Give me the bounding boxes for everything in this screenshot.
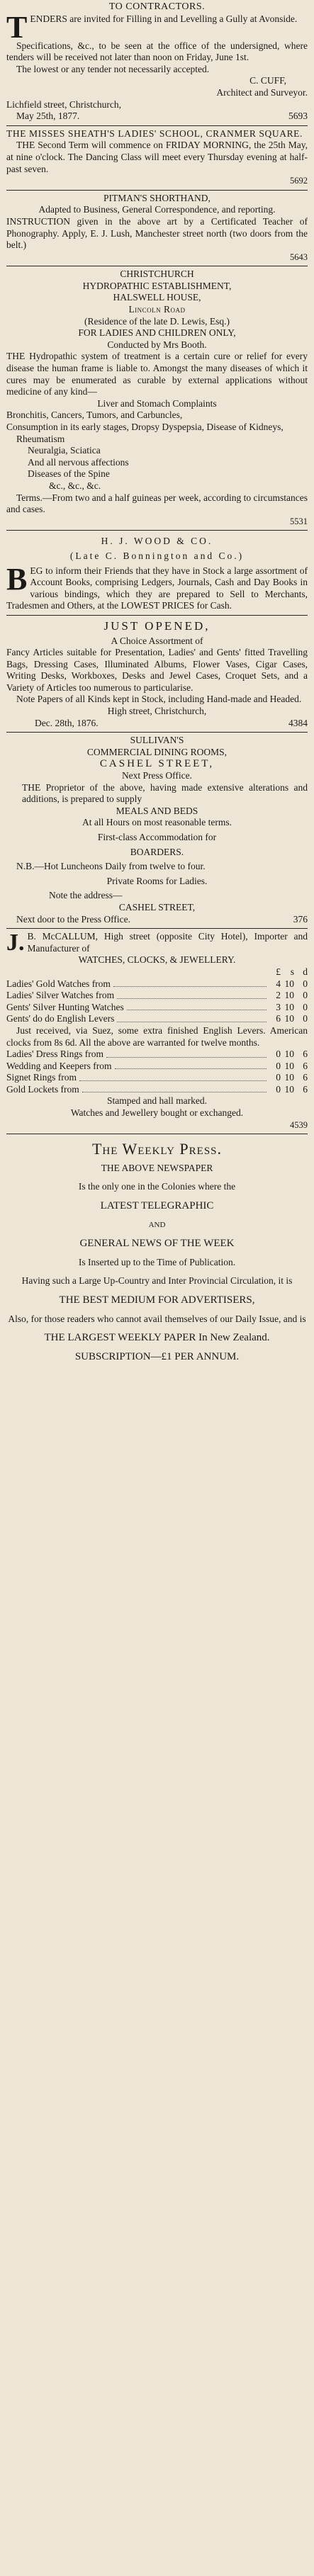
price-row xyxy=(6,1061,308,1073)
price-label: Gents' do do English Levers xyxy=(6,1013,115,1024)
contractors-date: May 25th, 1877. xyxy=(16,111,80,122)
price-unit: 0 xyxy=(303,990,308,1001)
price-unit: 10 xyxy=(284,1013,294,1024)
price-label: Gold Lockets from xyxy=(6,1083,79,1095)
price-value xyxy=(269,1084,308,1096)
sullivan-nb: N.B.—Hot Luncheons Daily from twelve to four. xyxy=(16,861,206,872)
press-line-9: Also, for those readers who cannot avail themselves of our Daily Issue, and is xyxy=(8,1313,306,1324)
hydro-title-2: HYDROPATHIC ESTABLISHMENT, xyxy=(82,280,232,291)
pitman-body: INSTRUCTION given in the above art by a Certificated Teacher of Phonography. Apply, E. J. Lush, Manchester street north (two doors from the belt.) xyxy=(6,215,308,251)
price-unit: 6 xyxy=(303,1083,308,1095)
price-row xyxy=(6,1002,308,1014)
sheath-code: 5692 xyxy=(290,176,308,186)
dot-leader xyxy=(79,1072,267,1081)
dot-leader xyxy=(117,990,267,999)
hydro-for-ladies: FOR LADIES AND CHILDREN ONLY, xyxy=(78,327,236,339)
mccallum-body: B. McCALLUM, High street (opposite City Hotel), Importer and Manufacturer of xyxy=(27,931,308,954)
contractors-signature: C. CUFF, xyxy=(249,75,286,86)
opened-title: JUST OPENED, xyxy=(103,618,211,633)
press-line-2: Is the only one in the Colonies where the xyxy=(78,1181,236,1192)
mccallum-price-list-2 xyxy=(6,1049,308,1095)
pitman-subtitle: Adapted to Business, General Correspondence, and reporting. xyxy=(38,204,276,215)
hydro-terms: Terms.—From two and a half guineas per week, according to circumstances and cases. xyxy=(6,492,308,515)
sullivan-meals: MEALS AND BEDS xyxy=(116,805,198,816)
hydro-list-7: &c., &c., &c. xyxy=(49,480,101,491)
pitman-shorthand-ad xyxy=(6,193,308,264)
press-line-8: THE BEST MEDIUM FOR ADVERTISERS, xyxy=(59,1294,255,1306)
price-unit: 4 xyxy=(276,978,281,989)
contractors-drop-cap: T xyxy=(6,9,28,45)
weekly-press-ad xyxy=(6,1136,308,1362)
press-line-11: SUBSCRIPTION—£1 PER ANNUM. xyxy=(74,1350,240,1362)
press-line-6: Is Inserted up to the Time of Publication. xyxy=(78,1256,236,1267)
price-row xyxy=(6,978,308,990)
price-value xyxy=(269,1002,308,1014)
price-unit: 0 xyxy=(276,1060,281,1071)
opened-note: Note Papers of all Kinds kept in Stock, including Hand-made and Headed. xyxy=(16,694,302,705)
hydro-residence: (Residence of the late D. Lewis, Esq.) xyxy=(84,315,230,327)
price-unit: 0 xyxy=(276,1083,281,1095)
price-unit: 6 xyxy=(303,1060,308,1071)
divider xyxy=(6,190,308,191)
wood-drop-cap: B xyxy=(6,561,28,597)
press-line-7: Having such a Large Up-Country and Inter Provincial Circulation, it is xyxy=(21,1275,293,1287)
pitman-code: 5643 xyxy=(290,252,308,262)
sullivan-body: THE Proprietor of the above, having made extensive alterations and additions, is prepared to supply xyxy=(22,781,308,805)
contractors-address: Lichfield street, Christchurch, xyxy=(6,98,121,110)
dot-leader xyxy=(106,1049,267,1058)
hydro-list-6: Diseases of the Spine xyxy=(28,468,110,480)
pitman-title: PITMAN'S SHORTHAND, xyxy=(103,192,211,203)
dot-leader xyxy=(115,1061,267,1070)
sullivan-first-class: First-class Accommodation for xyxy=(97,832,217,842)
sullivan-addr-2: Next door to the Press Office. xyxy=(16,913,130,925)
press-line-3: LATEST TELEGRAPHIC xyxy=(100,1200,214,1212)
mccallum-body-2: Just received, via Suez, some extra finished English Levers. American clocks from 8s 6d. All the above are warranted for twelve months. xyxy=(6,1024,308,1048)
dot-leader xyxy=(117,1013,267,1022)
price-unit: 10 xyxy=(284,1072,294,1083)
divider xyxy=(6,125,308,126)
contractors-body-1: ENDERS are invited for Filling in and Levelling a Gully at Avonside. xyxy=(30,13,298,24)
hydro-list-4: Neuralgia, Sciatica xyxy=(28,445,101,456)
press-line-4: AND xyxy=(148,1220,166,1229)
press-line-5: GENERAL NEWS OF THE WEEK xyxy=(79,1238,235,1250)
mccallum-drop-cap: J. xyxy=(6,930,25,956)
mccallum-title: WATCHES, CLOCKS, & JEWELLERY. xyxy=(78,954,236,966)
price-unit: 0 xyxy=(276,1049,281,1060)
price-unit: 2 xyxy=(276,990,281,1001)
contractors-signature-title: Architect and Surveyor. xyxy=(216,86,308,98)
hydro-list-1: Liver and Stomach Complaints xyxy=(97,397,217,409)
price-unit: 0 xyxy=(276,1072,281,1083)
dot-leader xyxy=(127,1002,267,1011)
price-row xyxy=(6,1013,308,1025)
sullivan-title-1: SULLIVAN'S xyxy=(130,735,184,746)
price-unit: 10 xyxy=(284,990,294,1001)
hydropathic-ad xyxy=(6,269,308,527)
dot-leader xyxy=(82,1084,267,1093)
price-value xyxy=(269,978,308,990)
price-unit: 0 xyxy=(303,1013,308,1024)
hydro-title-1: CHRISTCHURCH xyxy=(120,269,194,280)
sheath-school-ad xyxy=(6,128,308,187)
divider xyxy=(6,530,308,531)
price-label: Ladies' Silver Watches from xyxy=(6,990,115,1001)
opened-address: High street, Christchurch, xyxy=(107,706,207,717)
price-row xyxy=(6,1072,308,1084)
press-title: The Weekly Press. xyxy=(91,1140,223,1158)
contractors-body-3: The lowest or any tender not necessarily accepted. xyxy=(16,63,210,74)
price-value xyxy=(269,990,308,1002)
price-label: Ladies' Gold Watches from xyxy=(6,978,111,989)
mccallum-price-head xyxy=(6,966,308,978)
mccallum-code: 4539 xyxy=(290,1119,308,1130)
price-value xyxy=(269,1061,308,1073)
sullivan-code: 376 xyxy=(293,913,308,925)
press-line-10: THE LARGEST WEEKLY PAPER In New Zealand. xyxy=(44,1332,270,1344)
hydro-body: THE Hydropathic system of treatment is a certain cure or relief for every disease the human frame is liable to. Amongst the many diseases of which it cures may be enumerated as curable by external applications without medicine of any kind— xyxy=(6,351,308,397)
sheath-title: THE MISSES SHEATH'S LADIES' SCHOOL, CRANMER SQUARE. xyxy=(6,128,303,139)
price-unit: 0 xyxy=(303,1001,308,1012)
mccallum-repair: Watches and Jewellery bought or exchanged. xyxy=(70,1107,244,1119)
sullivan-note: Note the address— xyxy=(49,890,123,901)
price-row xyxy=(6,990,308,1002)
hydro-list-5: And all nervous affections xyxy=(28,456,129,468)
sullivan-hours: At all Hours on most reasonable terms. xyxy=(82,817,232,828)
price-unit: 6 xyxy=(303,1072,308,1083)
opened-code: 4384 xyxy=(288,717,308,728)
price-value xyxy=(269,1049,308,1061)
price-unit: 6 xyxy=(303,1049,308,1060)
hydro-list-2: Bronchitis, Cancers, Tumors, and Carbuncles, xyxy=(6,409,183,421)
opened-body: Fancy Articles suitable for Presentation, Ladies' and Gents' fitted Travelling Bags, Dressing Cases, Illuminated Albums, Flower Vases, Cigar Cases, Writing Desks, Workboxes, Desks and Jewel Cases, Croquet Sets, and a Variety of Articles too numerous to particularise. xyxy=(6,647,308,693)
divider xyxy=(6,928,308,929)
dot-leader xyxy=(113,978,267,988)
mccallum-jewellery-ad xyxy=(6,931,308,1131)
sullivan-private: Private Rooms for Ladies. xyxy=(106,875,208,886)
hydro-conducted: Conducted by Mrs Booth. xyxy=(107,339,207,350)
press-line-1: THE ABOVE NEWSPAPER xyxy=(101,1162,213,1173)
mccallum-stamped: Stamped and hall marked. xyxy=(107,1095,207,1107)
wood-title: H. J. WOOD & CO. xyxy=(101,536,213,547)
price-unit: 10 xyxy=(284,1001,294,1012)
price-label: Gents' Silver Hunting Watches xyxy=(6,1001,124,1012)
contractors-ad xyxy=(6,1,308,123)
divider xyxy=(6,732,308,733)
hydro-list-3: Consumption in its early stages, Dropsy Dyspepsia, Disease of Kidneys, Rheumatism xyxy=(6,422,284,444)
sullivan-dining-ad xyxy=(6,735,308,925)
price-unit: 10 xyxy=(284,978,294,989)
price-unit: 0 xyxy=(303,978,308,989)
wood-co-ad xyxy=(6,533,308,612)
price-row xyxy=(6,1084,308,1096)
sullivan-addr-1: CASHEL STREET, xyxy=(118,901,196,913)
price-unit: 3 xyxy=(276,1001,281,1012)
currency-shilling: s xyxy=(290,966,294,977)
contractors-code: 5693 xyxy=(288,111,308,122)
price-unit: 10 xyxy=(284,1049,294,1060)
price-unit: 10 xyxy=(284,1083,294,1095)
currency-pound: £ xyxy=(276,966,281,977)
hydro-code: 5531 xyxy=(290,516,308,526)
price-unit: 10 xyxy=(284,1060,294,1071)
contractors-body-2: Specifications, &c., to be seen at the office of the undersigned, where tenders will be received not later than noon on Friday, June 1st. xyxy=(6,40,308,63)
wood-body: EG to inform their Friends that they have in Stock a large assortment of Account Books, comprising Ledgers, Journals, Cash and Day Books in various bindings, which they are prepared to Sell to Merchants, Tradesmen and Others, at the LOWEST PRICES for Cash. xyxy=(6,565,308,611)
sullivan-title-2: COMMERCIAL DINING ROOMS, xyxy=(86,746,228,757)
opened-date: Dec. 28th, 1876. xyxy=(35,717,99,728)
sullivan-title-3: CASHEL STREET, xyxy=(99,758,215,770)
price-value xyxy=(269,1072,308,1084)
sullivan-title-4: Next Press Office. xyxy=(121,770,193,781)
currency-pence: d xyxy=(303,966,308,977)
price-row xyxy=(6,1049,308,1061)
price-unit: 6 xyxy=(276,1013,281,1024)
hydro-title-4: Lincoln Road xyxy=(128,304,186,315)
divider xyxy=(6,615,308,616)
sheath-body: THE Second Term will commence on FRIDAY MORNING, the 25th May, at nine o'clock. The Dancing Class will meet every Thursday evening at half-past seven. xyxy=(6,140,308,174)
just-opened-ad xyxy=(6,618,308,729)
price-value xyxy=(269,1013,308,1025)
opened-subtitle: A Choice Assortment of xyxy=(111,635,203,646)
wood-subtitle: (Late C. Bonnington and Co.) xyxy=(69,550,245,561)
hydro-title-3: HALSWELL HOUSE, xyxy=(113,292,201,303)
contractors-heading: TO CONTRACTORS. xyxy=(108,1,206,12)
price-label: Wedding and Keepers from xyxy=(6,1060,112,1071)
mccallum-price-list-1 xyxy=(6,978,308,1025)
price-label: Ladies' Dress Rings from xyxy=(6,1049,104,1060)
sullivan-boarders: BOARDERS. xyxy=(130,846,184,857)
price-label: Signet Rings from xyxy=(6,1072,77,1083)
